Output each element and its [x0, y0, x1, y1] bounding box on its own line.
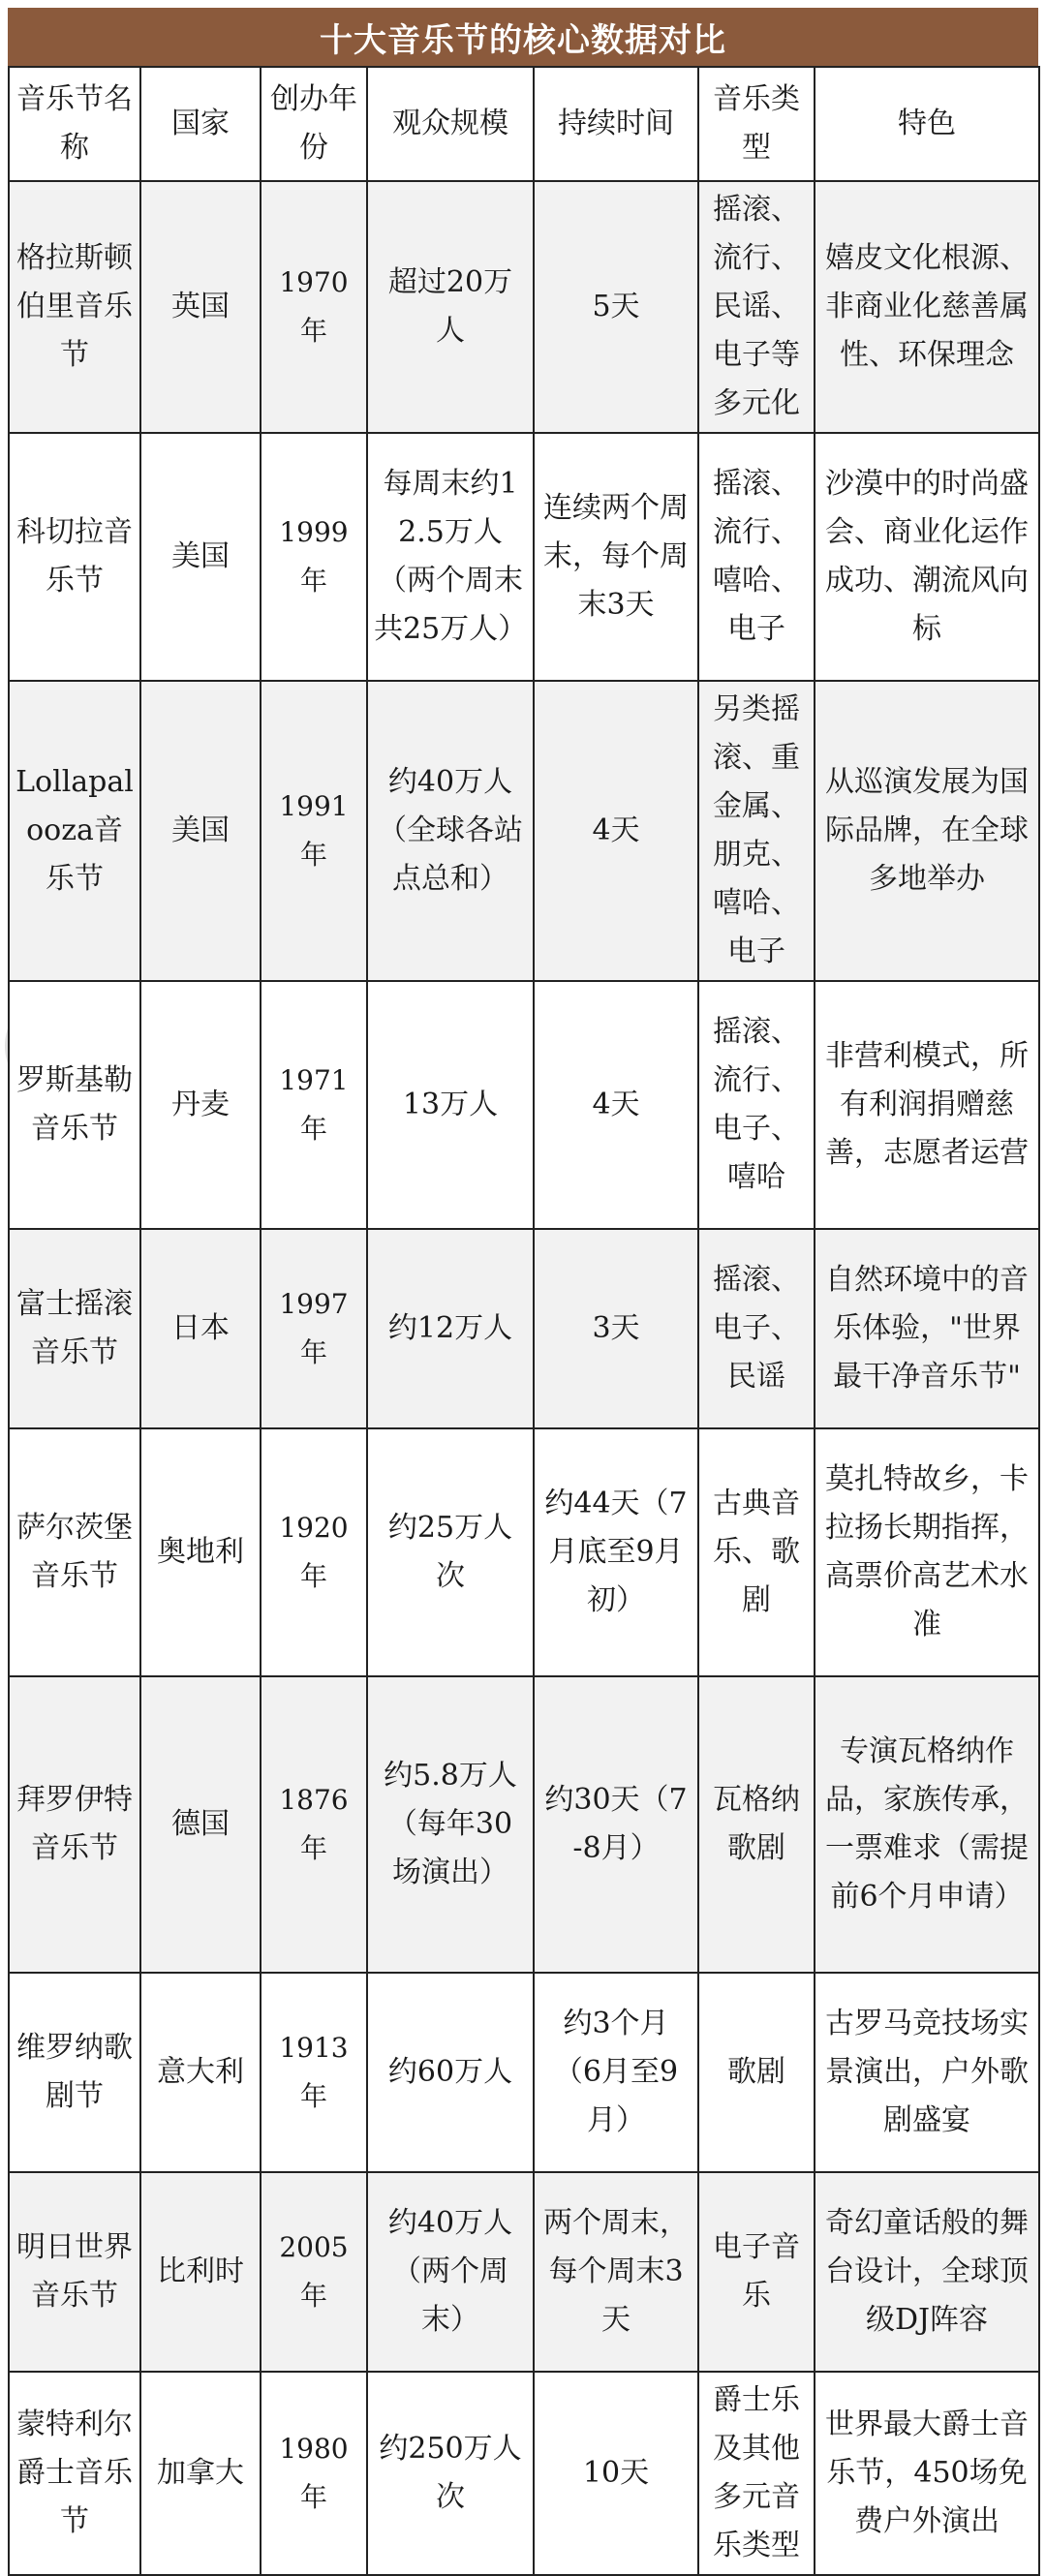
cell-feature: 嬉皮文化根源、非商业化慈善属性、环保理念 — [815, 181, 1039, 433]
cell-genre: 摇滚、流行、电子、嘻哈 — [698, 981, 815, 1229]
table-row — [9, 681, 1039, 981]
cell-country: 美国 — [140, 433, 261, 681]
cell-audience: 约40万人（全球各站点总和） — [367, 681, 534, 981]
cell-audience: 约12万人 — [367, 1229, 534, 1428]
cell-name: 格拉斯顿伯里音乐节 — [9, 181, 140, 433]
table-row — [9, 2172, 1039, 2372]
cell-duration: 10天 — [534, 2372, 698, 2575]
cell-genre: 摇滚、流行、嘻哈、电子 — [698, 433, 815, 681]
cell-year: 1997年 — [261, 1229, 367, 1428]
cell-name: 维罗纳歌剧节 — [9, 1973, 140, 2172]
cell-country: 丹麦 — [140, 981, 261, 1229]
cell-year: 2005年 — [261, 2172, 367, 2372]
cell-feature: 从巡演发展为国际品牌，在全球多地举办 — [815, 681, 1039, 981]
table-row — [9, 1229, 1039, 1428]
cell-genre: 另类摇滚、重金属、朋克、嘻哈、电子 — [698, 681, 815, 981]
cell-duration: 5天 — [534, 181, 698, 433]
cell-duration: 约3个月（6月至9月） — [534, 1973, 698, 2172]
cell-audience: 13万人 — [367, 981, 534, 1229]
cell-genre: 爵士乐及其他多元音乐类型 — [698, 2372, 815, 2575]
cell-duration: 4天 — [534, 981, 698, 1229]
table-row — [9, 433, 1039, 681]
cell-feature: 古罗马竞技场实景演出，户外歌剧盛宴 — [815, 1973, 1039, 2172]
cell-feature: 非营利模式，所有利润捐赠慈善，志愿者运营 — [815, 981, 1039, 1229]
cell-duration: 约44天（7月底至9月初） — [534, 1428, 698, 1676]
cell-audience: 约25万人次 — [367, 1428, 534, 1676]
cell-feature: 沙漠中的时尚盛会、商业化运作成功、潮流风向标 — [815, 433, 1039, 681]
comparison-table — [8, 66, 1040, 2576]
table-row — [9, 981, 1039, 1229]
cell-genre: 古典音乐、歌剧 — [698, 1428, 815, 1676]
cell-duration: 4天 — [534, 681, 698, 981]
cell-year: 1971年 — [261, 981, 367, 1229]
cell-feature: 专演瓦格纳作品，家族传承，一票难求（需提前6个月申请） — [815, 1676, 1039, 1973]
cell-year: 1999年 — [261, 433, 367, 681]
cell-duration: 约30天（7-8月） — [534, 1676, 698, 1973]
cell-country: 美国 — [140, 681, 261, 981]
column-header: 音乐节名称 — [9, 67, 140, 181]
table-header-row — [9, 67, 1039, 181]
cell-feature: 莫扎特故乡，卡拉扬长期指挥，高票价高艺术水准 — [815, 1428, 1039, 1676]
table-row — [9, 1973, 1039, 2172]
cell-year: 1991年 — [261, 681, 367, 981]
cell-audience: 约60万人 — [367, 1973, 534, 2172]
column-header: 观众规模 — [367, 67, 534, 181]
cell-duration: 两个周末，每个周末3天 — [534, 2172, 698, 2372]
cell-name: 富士摇滚音乐节 — [9, 1229, 140, 1428]
cell-genre: 歌剧 — [698, 1973, 815, 2172]
cell-audience: 超过20万人 — [367, 181, 534, 433]
cell-year: 1876年 — [261, 1676, 367, 1973]
page-title: 十大音乐节的核心数据对比 — [8, 8, 1038, 66]
table-row — [9, 181, 1039, 433]
cell-name: 罗斯基勒音乐节 — [9, 981, 140, 1229]
cell-country: 英国 — [140, 181, 261, 433]
cell-country: 奥地利 — [140, 1428, 261, 1676]
table-row — [9, 1676, 1039, 1973]
cell-country: 德国 — [140, 1676, 261, 1973]
cell-genre: 摇滚、电子、民谣 — [698, 1229, 815, 1428]
cell-duration: 3天 — [534, 1229, 698, 1428]
column-header: 国家 — [140, 67, 261, 181]
cell-feature: 自然环境中的音乐体验，"世界最干净音乐节" — [815, 1229, 1039, 1428]
cell-year: 1913年 — [261, 1973, 367, 2172]
cell-audience: 每周末约12.5万人（两个周末共25万人） — [367, 433, 534, 681]
cell-genre: 摇滚、流行、民谣、电子等多元化 — [698, 181, 815, 433]
column-header: 持续时间 — [534, 67, 698, 181]
cell-year: 1920年 — [261, 1428, 367, 1676]
cell-name: 拜罗伊特音乐节 — [9, 1676, 140, 1973]
cell-country: 日本 — [140, 1229, 261, 1428]
cell-year: 1970年 — [261, 181, 367, 433]
cell-feature: 世界最大爵士音乐节，450场免费户外演出 — [815, 2372, 1039, 2575]
cell-audience: 约40万人（两个周末） — [367, 2172, 534, 2372]
column-header: 创办年份 — [261, 67, 367, 181]
cell-year: 1980年 — [261, 2372, 367, 2575]
table-row — [9, 1428, 1039, 1676]
column-header: 音乐类型 — [698, 67, 815, 181]
cell-name: 明日世界音乐节 — [9, 2172, 140, 2372]
cell-duration: 连续两个周末，每个周末3天 — [534, 433, 698, 681]
cell-feature: 奇幻童话般的舞台设计，全球顶级DJ阵容 — [815, 2172, 1039, 2372]
cell-name: 萨尔茨堡音乐节 — [9, 1428, 140, 1676]
cell-genre: 瓦格纳歌剧 — [698, 1676, 815, 1973]
cell-genre: 电子音乐 — [698, 2172, 815, 2372]
cell-name: 蒙特利尔爵士音乐节 — [9, 2372, 140, 2575]
table-row — [9, 2372, 1039, 2575]
cell-name: Lollapalooza音乐节 — [9, 681, 140, 981]
column-header: 特色 — [815, 67, 1039, 181]
cell-country: 加拿大 — [140, 2372, 261, 2575]
cell-country: 比利时 — [140, 2172, 261, 2372]
cell-audience: 约250万人次 — [367, 2372, 534, 2575]
cell-country: 意大利 — [140, 1973, 261, 2172]
cell-name: 科切拉音乐节 — [9, 433, 140, 681]
cell-audience: 约5.8万人（每年30场演出） — [367, 1676, 534, 1973]
